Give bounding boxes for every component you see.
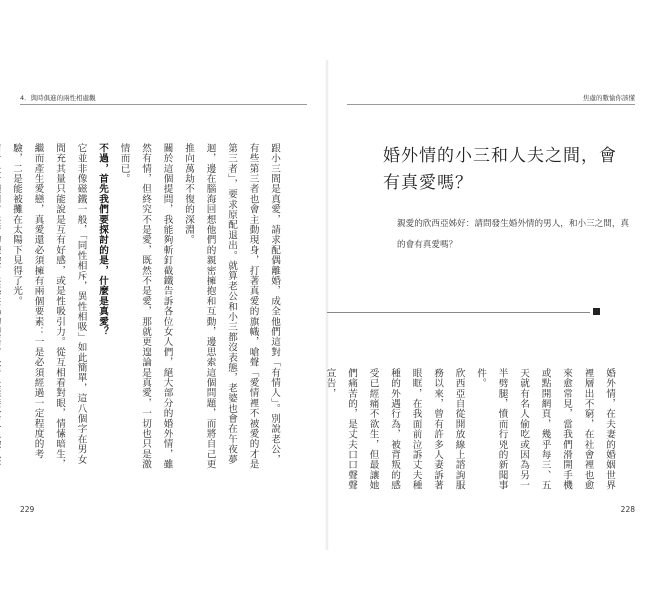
body-paragraph [0, 143, 6, 473]
running-head-right: 焦慮的數愉你該懂 [583, 94, 635, 102]
right-page [324, 0, 655, 609]
header-rule-left [20, 104, 307, 105]
body-paragraph: 它並非像磁鐵一般，「同性相斥，異性相吸」如此簡單，這八個字在男女間充其量只能說是互有好感，或是性吸引力。從互相看對眼，情愫暗生，繼而產生愛戀，真愛還必須擁有兩個要素：一是必須經過一定程度的考驗，二是能被攤在太陽下見得了光。 [11, 143, 87, 470]
body-paragraph: 跟小三間是真愛，請求配偶離婚，成全他們這對「有情人」。別說老公，有些第三者也會主動現身，打著真愛的旗幟，嗆聲「愛情裡不被愛的才是第三者」，要求原配退出。就算老公和小三都沒表態，老婆也會在午夜夢迴，邊在腦海回想他們的親密擁抱和互動，邊思索這個問題，而將自己更推向萬劫不復的深淵。 [183, 143, 280, 470]
body-paragraph: 婚外情，在夫妻的婚姻世界裡層出不窮，在社會裡也愈來愈常見，當我們滑開手機或點開網頁，幾乎每三、五天就有名人偷吃或因為另一半劈腿，憤而行兇的新聞事件。 [475, 368, 615, 491]
left-body-text [11, 143, 285, 473]
right-body-text [324, 368, 620, 493]
page-number-right: 228 [620, 505, 635, 514]
running-head-left: 4．與時俱進的兩性相處觀 [20, 94, 96, 102]
header-rule-right [347, 104, 635, 105]
subheading: 不過，首先我們要探討的是，什麼是真愛？ [97, 143, 108, 337]
body-paragraph: 欣西亞自從開放線上諮詢服務以來，曾有許多人妻訴著眼眶，在我面前泣訴丈夫種種的外遇行為，被背叛的感受已經痛不欲生，但最讓她們痛苦的，是丈夫口口聲聲宣告， [324, 368, 465, 491]
body-paragraph: 關於這個提問，我能夠斬釘截鐵告訴各位女人們，絕大部分的婚外情，雖然有情，但終究不是愛，既然不是愛，那就更遑論是真愛，一切也只是激情而已。 [118, 143, 173, 470]
page-number-left: 229 [20, 505, 35, 514]
reader-question: 親愛的欣西亞姊好：請問發生婚外情的男人，和小三之間，真的會有真愛嗎？ [397, 219, 630, 250]
chapter-title: 婚外情的小三和人夫之間，會有真愛嗎？ [383, 146, 617, 193]
section-divider [327, 312, 590, 313]
left-page [0, 0, 327, 609]
square-bullet-icon [593, 308, 600, 315]
